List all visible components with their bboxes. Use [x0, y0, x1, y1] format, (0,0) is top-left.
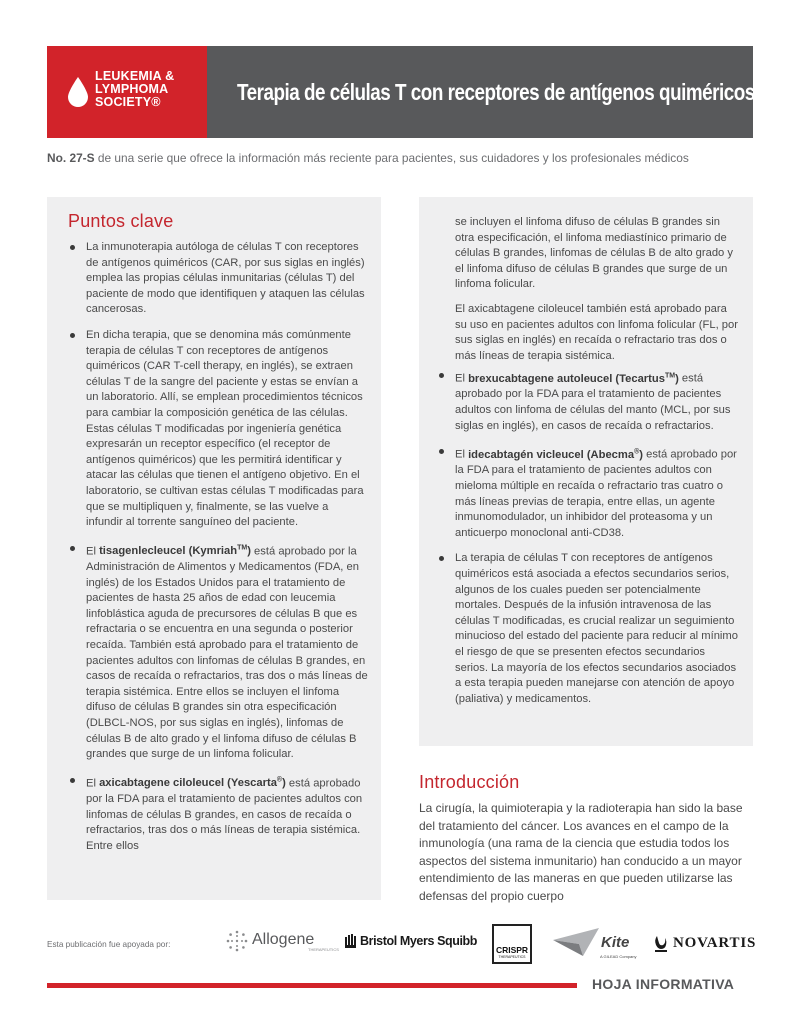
series-line: [47, 151, 757, 165]
page-title: Terapia de células T con receptores de antígenos quiméricos: [237, 79, 755, 105]
bms-hand-icon: [345, 934, 357, 948]
list-item: El axicabtagene ciloleucel (Yescarta®) está aprobado por la FDA para el tratamiento de pacientes adultos con linfomas de células B grandes, en casos de recaída o refractarios, tras dos o más líneas de terapia sistémica. Entre ellos: [68, 773, 368, 855]
page-header: [47, 46, 753, 138]
intro-paragraph: La cirugía, la quimioterapia y la radioterapia han sido la base del tratamiento del cáncer. Los avances en el campo de la inmunología (una rama de la ciencia que estudia todos los aspectos del sistema inmunitario) han conducido a un mayor entendimiento de las maneras en que pueden utilizarse las defensas del propio cuerpo: [419, 801, 743, 903]
drug-name: tisagenlecleucel (Kymriah™): [99, 544, 251, 558]
footer-rule: [47, 983, 577, 988]
lls-logo: [47, 46, 207, 138]
key-points-list: [68, 240, 368, 864]
series-description: de una serie que ofrece la información más reciente para pacientes, sus cuidadores y los profesionales médicos: [94, 151, 689, 165]
fact-sheet-label: HOJA INFORMATIVA: [592, 976, 735, 992]
drug-name: idecabtagén vicleucel (Abecma®): [468, 448, 643, 461]
key-points-panel-continued: [419, 197, 753, 746]
blood-drop-icon: [68, 77, 88, 107]
kite-logo: Kite A GILEAD Company: [553, 926, 629, 958]
sponsor-label: Esta publicación fue apoyada por:: [47, 940, 171, 949]
drug-name: axicabtagene ciloleucel (Yescarta®): [99, 776, 286, 790]
logo-wordmark: LEUKEMIA & LYMPHOMA SOCIETY®: [95, 69, 175, 109]
key-points-panel: [47, 197, 381, 900]
list-item: El brexucabtagene autoleucel (Tecartus™) está aprobado por la FDA para el tratamiento de pacientes adultos con linfoma de células del manto (MCL, por sus siglas en inglés), en casos de recaída o refractarios.: [437, 368, 741, 434]
novartis-logo: NOVARTIS: [654, 935, 756, 952]
continued-text: [455, 215, 741, 373]
key-points-list-continued: [437, 368, 741, 717]
list-item: El tisagenlecleucel (Kymriah™) está aprobado por la Administración de Alimentos y Medicamentos (FDA, en inglés) de los Estados Unidos para el tratamiento de pacientes de hasta 25 años de edad con leucemia linfoblástica aguda de precursores de células B que es refractaria o se encuentra en una segunda o posterior recaída. También está aprobado para el tratamiento de pacientes adultos con linfomas de células B grandes, en casos de recaída o refractarios, tras dos o más líneas de terapia sistémica. Entre ellos se incluyen el linfoma difuso de células B grandes sin otra especificación (DLBCL-NOS, por sus siglas en inglés), linfomas de células B de alto grado y el linfoma difuso de células B grandes que surge de un linfoma folicular.: [68, 541, 368, 763]
key-points-heading: Puntos clave: [68, 211, 174, 231]
paragraph: El axicabtagene ciloleucel también está aprobado para su uso en pacientes adultos con linfoma folicular (FL, por sus siglas en inglés) en recaída o refractario tras dos o más líneas de terapia sistémica.: [455, 302, 738, 362]
allogene-logo: Allogene THERAPEUTICS: [226, 930, 339, 952]
bms-logo: Bristol Myers Squibb: [345, 934, 477, 948]
novartis-flame-icon: [654, 936, 668, 952]
drug-name: brexucabtagene autoleucel (Tecartus™): [468, 372, 679, 385]
list-item: La terapia de células T con receptores de antígenos quiméricos está asociada a efectos secundarios serios, algunos de los cuales pueden ser potencialmente mortales. Después de la infusión intravenosa de las células T modificadas, es crucial realizar un seguimiento minucioso del estado del paciente para reducir al mínimo el riesgo de que se presenten efectos secundarios serios. La mayoría de los efectos secundarios asociados a esta terapia pueden manejarse con atención de apoyo (paliativa) y medicamentos.: [437, 551, 741, 707]
crispr-logo: CRISPR THERAPEUTICS: [492, 924, 532, 964]
list-item: La inmunoterapia autóloga de células T con receptores de antígenos quiméricos (CAR, por sus siglas en inglés) emplea las propias células inmunitarias (células T) del paciente de modo que identifiquen y ataquen las células cancerosas.: [68, 240, 368, 318]
paragraph: se incluyen el linfoma difuso de células B grandes sin otra especificación, el linfoma mediastínico primario de células B grandes, linfomas de células B de alto grado y el linfoma difuso de células B grandes que surge de un linfoma folicular.: [455, 216, 733, 291]
list-item: En dicha terapia, que se denomina más comúnmente terapia de células T con receptores de antígenos quiméricos (CAR T-cell therapy, en inglés), se extraen células T de la sangre del paciente y estas se envían a un laboratorio. Allí, se emplean procedimientos técnicos para cambiar la composición genética de las células. Estas células T modificadas por ingeniería genética expresarán un receptor específico (el receptor de antígenos quiméricos) que les permitirá identificar y atacar las células que tienen el antígeno objetivo. En el laboratorio, se cultivan estas células T modificadas para que se multipliquen y, finalmente, se las vuelve a infundir al torrente sanguíneo del paciente.: [68, 328, 368, 531]
allogene-burst-icon: [226, 930, 248, 952]
kite-bird-icon: [553, 926, 599, 958]
title-banner: [207, 46, 753, 138]
series-number: No. 27-S: [47, 151, 95, 165]
intro-heading: Introducción: [419, 772, 520, 792]
list-item: El idecabtagén vicleucel (Abecma®) está aprobado por la FDA para el tratamiento de pacientes adultos con mieloma múltiple en recaída o refractario tras cuatro o más líneas previas de terapia, entre ellas, un agente inmunomodulador, un inhibidor del proteasoma y un anticuerpo monoclonal anti-CD38.: [437, 444, 741, 541]
